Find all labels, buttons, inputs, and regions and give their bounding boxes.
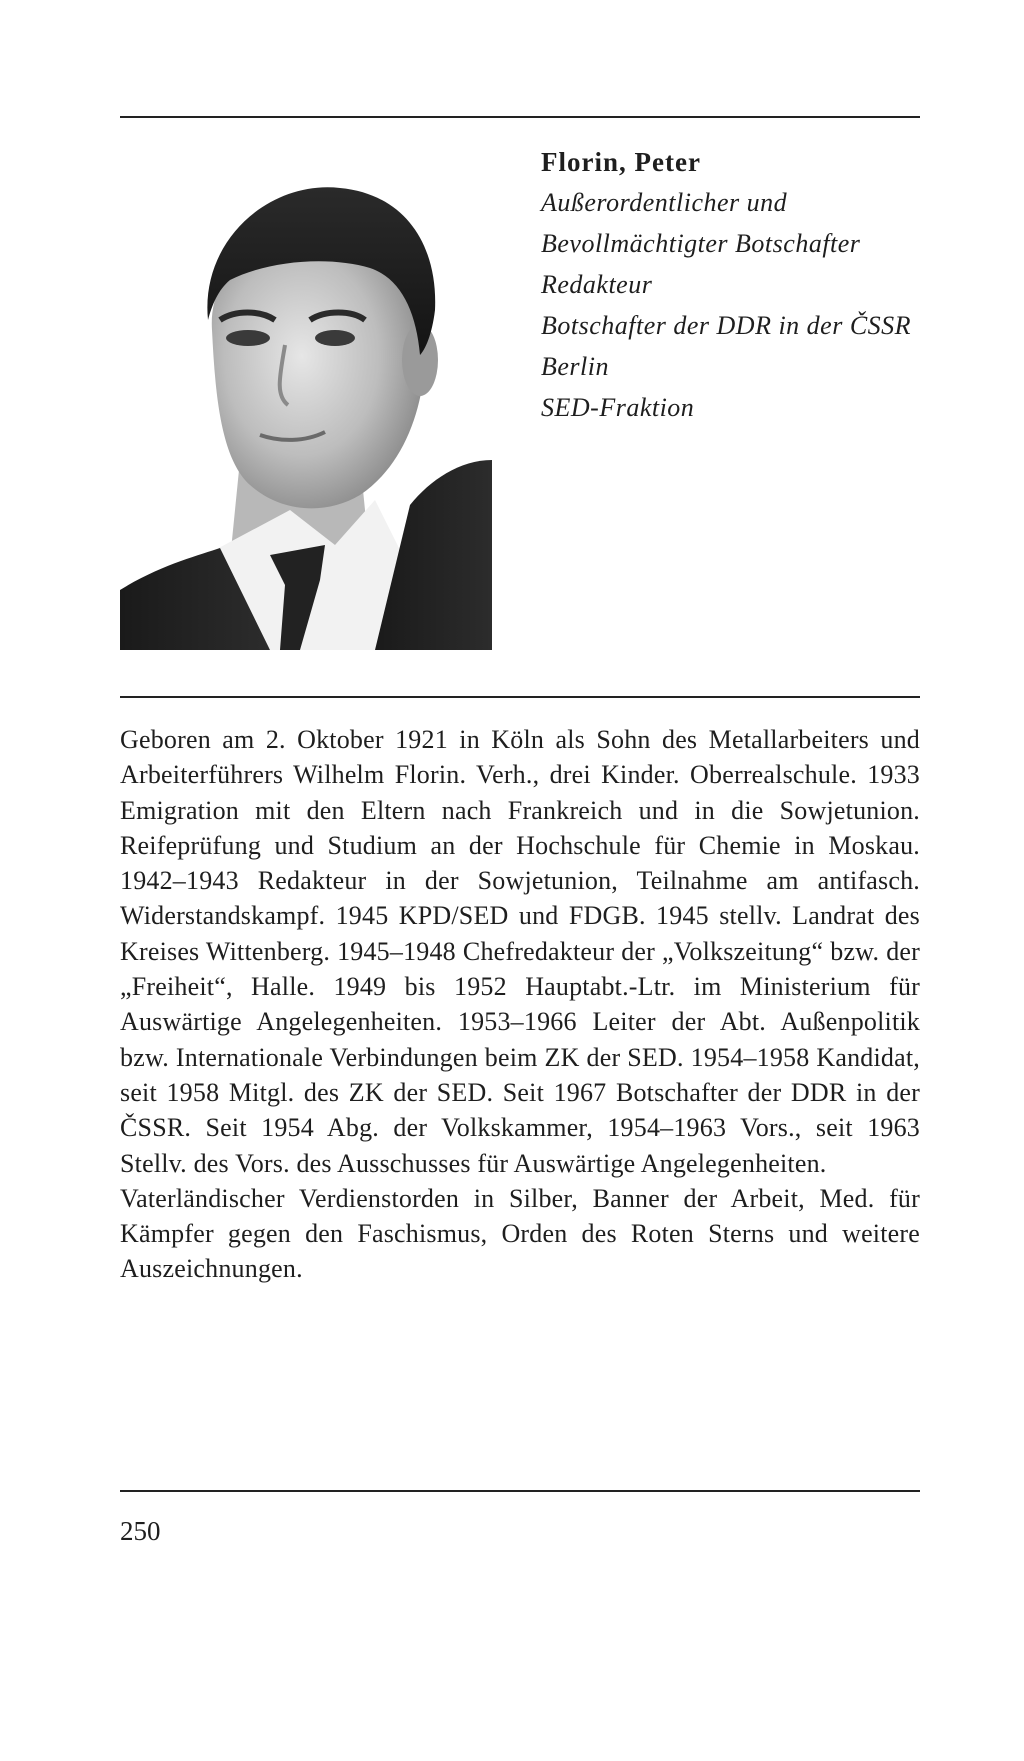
role-line: Botschafter der DDR in der ČSSR [541,311,912,340]
page-number: 250 [120,1516,161,1546]
header-block [541,142,921,428]
bio-paragraph: Vaterländischer Verdienstorden in Silber, Banner der Arbeit, Med. für Kämpfer gegen den Faschismus, Orden des Roten Sterns und weitere Auszeichnungen. [120,1183,920,1284]
role-line: Berlin [541,352,609,381]
role-line: SED-Fraktion [541,393,695,422]
middle-rule [120,696,920,698]
biography [120,722,920,1287]
portrait-photo [120,160,492,650]
bottom-rule [120,1490,920,1492]
person-name: Florin, Peter [541,147,701,177]
top-rule [120,116,920,118]
role-line: Redakteur [541,270,653,299]
role-line: Außerordentlicher und [541,188,788,217]
bio-paragraph: Geboren am 2. Oktober 1921 in Köln als Sohn des Metallarbeiters und Arbeiterführers Wilhelm Florin. Verh., drei Kinder. Oberrealschule. 1933 Emigration mit den Eltern nach Frankreich und in die Sowjetunion. Reifeprüfung und Studium an der Hochschule für Chemie in Moskau. 1942–1943 Redakteur in der Sowjetunion, Teilnahme am antifasch. Widerstandskampf. 1945 KPD/SED und FDGB. 1945 stellv. Landrat des Kreises Wittenberg. 1945–1948 Chefredakteur der „Volkszeitung“ bzw. der „Freiheit“, Halle. 1949 bis 1952 Hauptabt.-Ltr. im Ministerium für Auswärtige Angelegenheiten. 1953–1966 Leiter der Abt. Außenpolitik bzw. Internationale Verbindungen beim ZK der SED. 1954–1958 Kandidat, seit 1958 Mitgl. des ZK der SED. Seit 1967 Botschafter der DDR in der ČSSR. Seit 1954 Abg. der Volkskammer, 1954–1963 Vors., seit 1963 Stellv. des Vors. des Ausschusses für Auswärtige Angelegenheiten. [120,725,920,1178]
role-line: Bevollmächtigter Botschafter [541,229,861,258]
